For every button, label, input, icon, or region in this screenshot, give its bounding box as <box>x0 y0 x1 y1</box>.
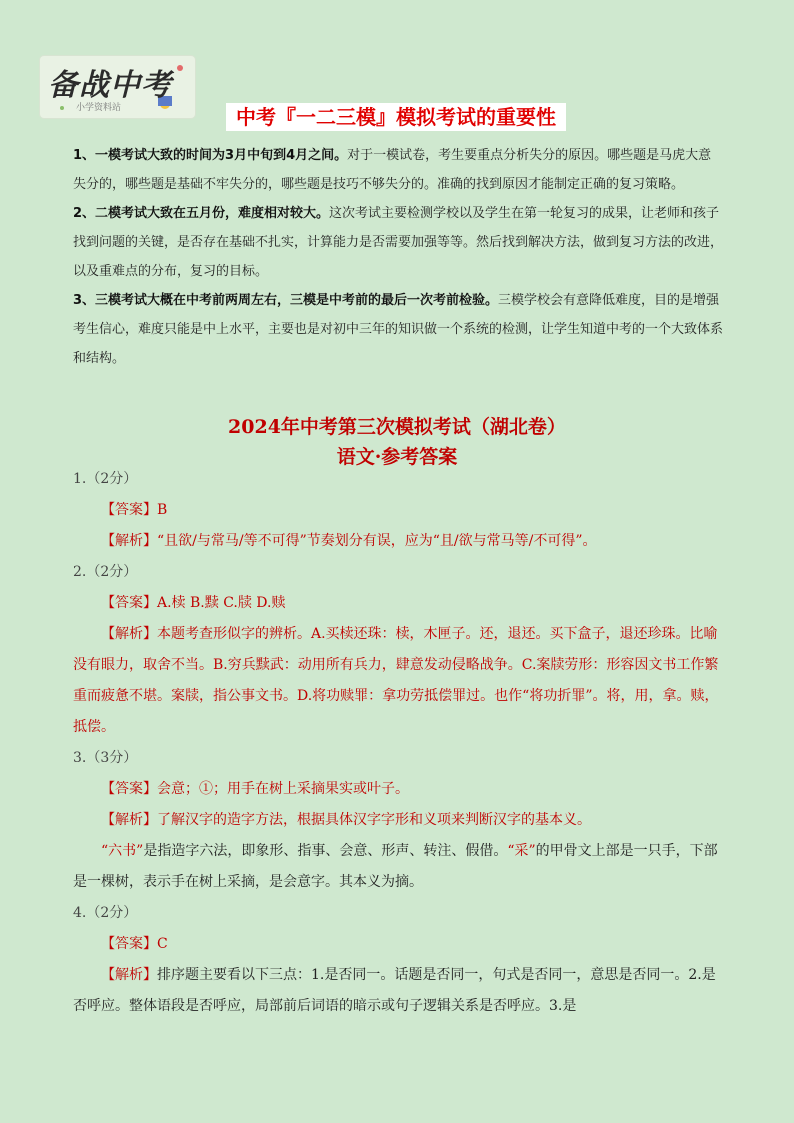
analysis-line <box>73 960 725 1022</box>
answer-value: C <box>157 936 168 952</box>
term-cai: “采” <box>507 843 536 859</box>
analysis-label: 【解析】 <box>101 967 157 983</box>
analysis-label: 【解析】 <box>101 812 157 828</box>
intro-text: 对于一模试卷，考生要重点分析失分的原因。哪些题是马虎大意失分的，哪些题是基础不牢失分的，哪些题是技巧不够失分的。准确的找到原因才能制定正确的复习策略。 <box>73 148 712 192</box>
analysis-label: 【解析】 <box>101 533 157 549</box>
analysis-text: “且欲/与常马/等不可得”节奏划分有误，应为“且/欲与常马等/不可得”。 <box>157 533 597 549</box>
intro-text: 三模学校会有意降低难度，目的是增强考生信心，难度只能是中上水平，主要也是对初中三年的知识做一个系统的检测，让学生知道中考的一个大致体系和结构。 <box>73 293 724 366</box>
analysis-label: 【解析】 <box>101 626 157 642</box>
analysis-text: 本题考查形似字的辨析。A.买椟还珠：椟，木匣子。还，退还。买下盒子，退还珍珠。比喻没有眼力，取舍不当。B.穷兵黩武：动用所有兵力，肆意发动侵略战争。C.案牍劳形：形容因文书工作繁重而疲惫不堪。案牍，指公事文书。D.将功赎罪：拿功劳抵偿罪过。也作“将功折罪”。将，用，拿。赎，抵偿。 <box>73 626 719 735</box>
answer-value: 会意；①；用手在树上采摘果实或叶子。 <box>157 781 409 797</box>
intro-bold: 3、三模考试大概在中考前两周左右，三模是中考前的最后一次考前检验。 <box>73 293 499 308</box>
answer-section <box>73 464 725 1022</box>
logo-text: 备战中考 <box>48 68 172 103</box>
answer-label: 【答案】 <box>101 595 157 611</box>
exam-title: 2024年中考第三次模拟考试（湖北卷） <box>228 416 566 438</box>
answer-label: 【答案】 <box>101 502 157 518</box>
intro-text: 这次考试主要检测学校以及学生在第一轮复习的成果，让老师和孩子找到问题的关键，是否存在基础不扎实，计算能力是否需要加强等等。然后找到解决方法，做到复习方法的改进，以及重难点的分布，复习的目标。 <box>73 206 724 279</box>
analysis-extra-text: 的甲骨文上部是一只手，下部是一棵树，表示手在树上采摘，是会意字。其本义为摘。 <box>73 843 718 890</box>
answer-label: 【答案】 <box>101 781 157 797</box>
logo <box>40 56 195 118</box>
logo-subtext: 小学资料站 <box>76 103 122 113</box>
answer-label: 【答案】 <box>101 936 157 952</box>
question-number: 3.（3分） <box>73 750 138 766</box>
intro-paragraph <box>73 141 723 199</box>
answer-value: A.椟 B.黩 C.牍 D.赎 <box>157 595 286 611</box>
intro-bold: 1、一模考试大致的时间为3月中旬到4月之间。 <box>73 148 348 163</box>
answer-line <box>73 495 725 526</box>
exam-subtitle: 语文·参考答案 <box>336 446 458 468</box>
analysis-line <box>73 526 725 557</box>
analysis-line <box>73 619 725 743</box>
answer-value: B <box>157 502 168 518</box>
intro-bold: 2、二模考试大致在五月份，难度相对较大。 <box>73 206 330 221</box>
intro-paragraph <box>73 286 723 373</box>
page-title: 中考『一二三模』模拟考试的重要性 <box>226 103 566 131</box>
question-number: 4.（2分） <box>73 905 138 921</box>
question-number: 1.（2分） <box>73 471 138 487</box>
answer-line <box>73 774 725 805</box>
answer-line <box>73 929 725 960</box>
intro-paragraph <box>73 199 723 286</box>
analysis-extra-text: 是指造字六法，即象形、指事、会意、形声、转注、假借。 <box>143 843 508 859</box>
analysis-line <box>73 805 725 836</box>
question-number: 2.（2分） <box>73 564 138 580</box>
term-liushu: “六书” <box>101 843 144 859</box>
intro-section <box>73 141 723 373</box>
answer-line <box>73 588 725 619</box>
analysis-text: 排序题主要看以下三点：1.是否同一。话题是否同一，句式是否同一，意思是否同一。2.是否呼应。整体语段是否呼应，局部前后词语的暗示或句子逻辑关系是否呼应。3.是 <box>73 967 716 1014</box>
analysis-extra <box>73 836 725 898</box>
analysis-text: 了解汉字的造字方法，根据具体汉字字形和义项来判断汉字的基本义。 <box>157 812 591 828</box>
